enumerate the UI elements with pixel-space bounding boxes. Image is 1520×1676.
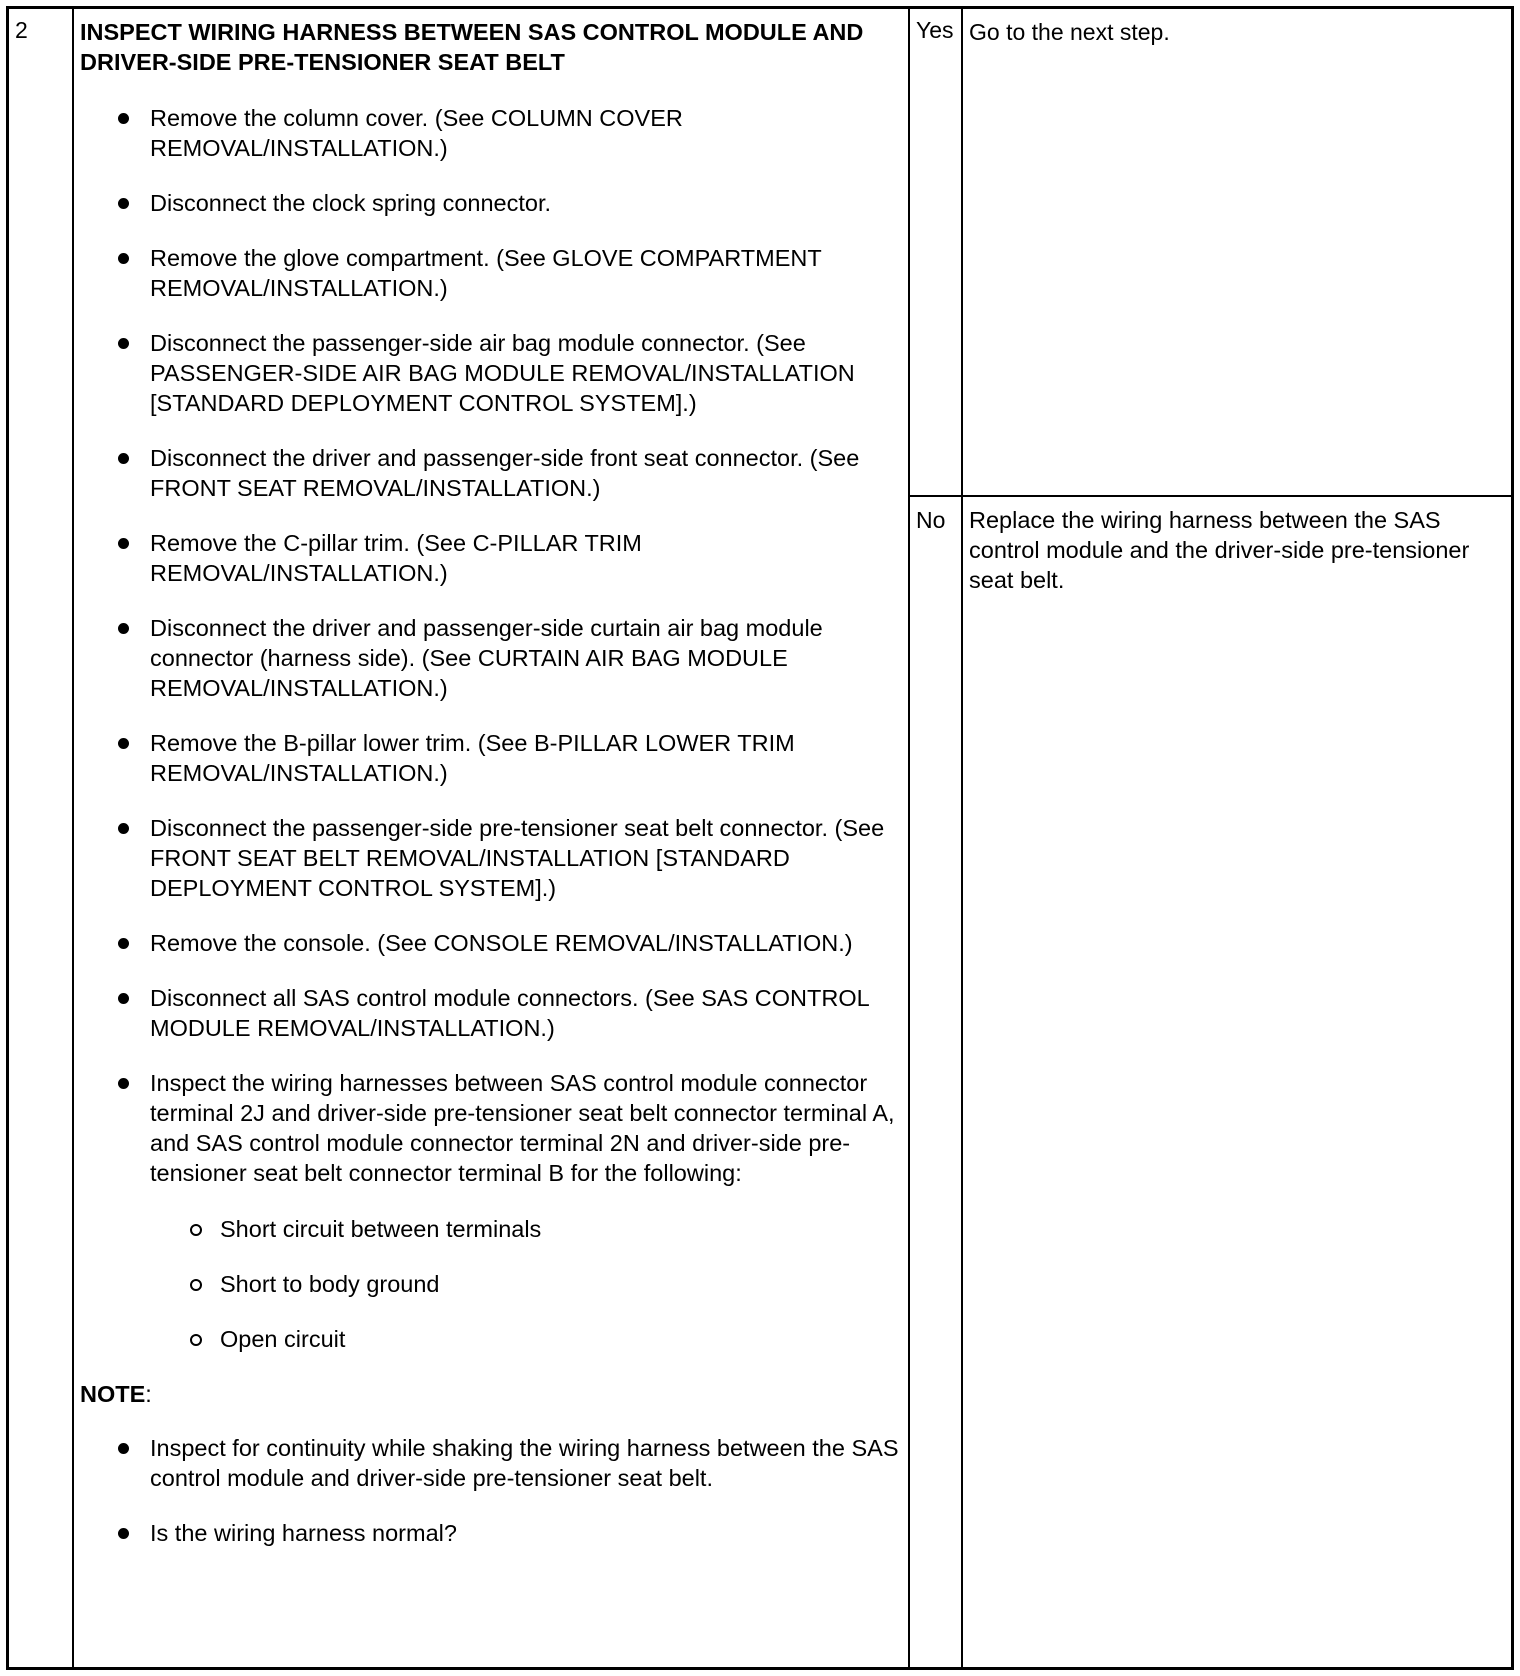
- procedure-item: Disconnect all SAS control module connectors. (See SAS CONTROL MODULE REMOVAL/INSTALLATION.): [150, 983, 902, 1043]
- bullet-icon: [118, 738, 129, 749]
- procedure-item: Disconnect the driver and passenger-side front seat connector. (See FRONT SEAT REMOVAL/INSTALLATION.): [150, 443, 902, 503]
- bullet-icon: [118, 1443, 129, 1454]
- bullet-icon: [118, 113, 129, 124]
- step-number: 2: [9, 9, 74, 1667]
- bullet-icon: [118, 1528, 129, 1539]
- step-heading: INSPECT WIRING HARNESS BETWEEN SAS CONTROL MODULE AND DRIVER-SIDE PRE-TENSIONER SEAT BELT: [80, 19, 864, 75]
- procedure-item: Remove the C-pillar trim. (See C-PILLAR TRIM REMOVAL/INSTALLATION.): [150, 528, 902, 588]
- circle-bullet-icon: [190, 1224, 202, 1236]
- yes-action: Go to the next step.: [963, 9, 1511, 497]
- bullet-icon: [118, 253, 129, 264]
- bullet-icon: [118, 198, 129, 209]
- procedure-cell: [74, 9, 910, 1667]
- procedure-item: Remove the B-pillar lower trim. (See B-PILLAR LOWER TRIM REMOVAL/INSTALLATION.): [150, 728, 902, 788]
- procedure-item: Disconnect the passenger-side pre-tensioner seat belt connector. (See FRONT SEAT BELT REMOVAL/INSTALLATION [STANDARD DEPLOYMENT CONTROL SYSTEM].): [150, 813, 902, 903]
- sub-item: Short circuit between terminals: [220, 1214, 902, 1244]
- yes-label: Yes: [910, 9, 963, 497]
- procedure-item: Disconnect the clock spring connector.: [150, 188, 902, 218]
- bullet-icon: [118, 1078, 129, 1089]
- circle-bullet-icon: [190, 1279, 202, 1291]
- sub-item: Open circuit: [220, 1324, 902, 1354]
- note-label: NOTE:: [80, 1381, 152, 1407]
- sub-item: Short to body ground: [220, 1269, 902, 1299]
- procedure-list: [80, 103, 902, 1354]
- procedure-item: Remove the glove compartment. (See GLOVE COMPARTMENT REMOVAL/INSTALLATION.): [150, 243, 902, 303]
- bullet-icon: [118, 993, 129, 1004]
- no-label: No: [910, 497, 963, 1667]
- note-item: Is the wiring harness normal?: [150, 1518, 902, 1548]
- note-list: [80, 1433, 902, 1548]
- bullet-icon: [118, 453, 129, 464]
- procedure-item: Disconnect the driver and passenger-side curtain air bag module connector (harness side). (See CURTAIN AIR BAG MODULE REMOVAL/INSTALLATION.): [150, 613, 902, 703]
- bullet-icon: [118, 623, 129, 634]
- procedure-item: Inspect the wiring harnesses between SAS control module connector terminal 2J and driver-side pre-tensioner seat belt connector terminal A, and SAS control module connector terminal 2N and driver-side pre-tensioner seat belt connector terminal B for the following: Short circuit between terminals Short to body ground Open circuit: [150, 1068, 902, 1354]
- bullet-icon: [118, 823, 129, 834]
- circle-bullet-icon: [190, 1334, 202, 1346]
- procedure-item: Disconnect the passenger-side air bag module connector. (See PASSENGER-SIDE AIR BAG MODULE REMOVAL/INSTALLATION [STANDARD DEPLOYMENT CONTROL SYSTEM].): [150, 328, 902, 418]
- bullet-icon: [118, 338, 129, 349]
- diagnostic-step-table: [6, 6, 1514, 1670]
- bullet-icon: [118, 538, 129, 549]
- no-action: Replace the wiring harness between the SAS control module and the driver-side pre-tensioner seat belt.: [969, 507, 1470, 593]
- procedure-item: Remove the console. (See CONSOLE REMOVAL/INSTALLATION.): [150, 928, 902, 958]
- procedure-item: Remove the column cover. (See COLUMN COVER REMOVAL/INSTALLATION.): [150, 103, 902, 163]
- bullet-icon: [118, 938, 129, 949]
- note-item: Inspect for continuity while shaking the wiring harness between the SAS control module and driver-side pre-tensioner seat belt.: [150, 1433, 902, 1493]
- inspection-sub-list: [150, 1214, 902, 1354]
